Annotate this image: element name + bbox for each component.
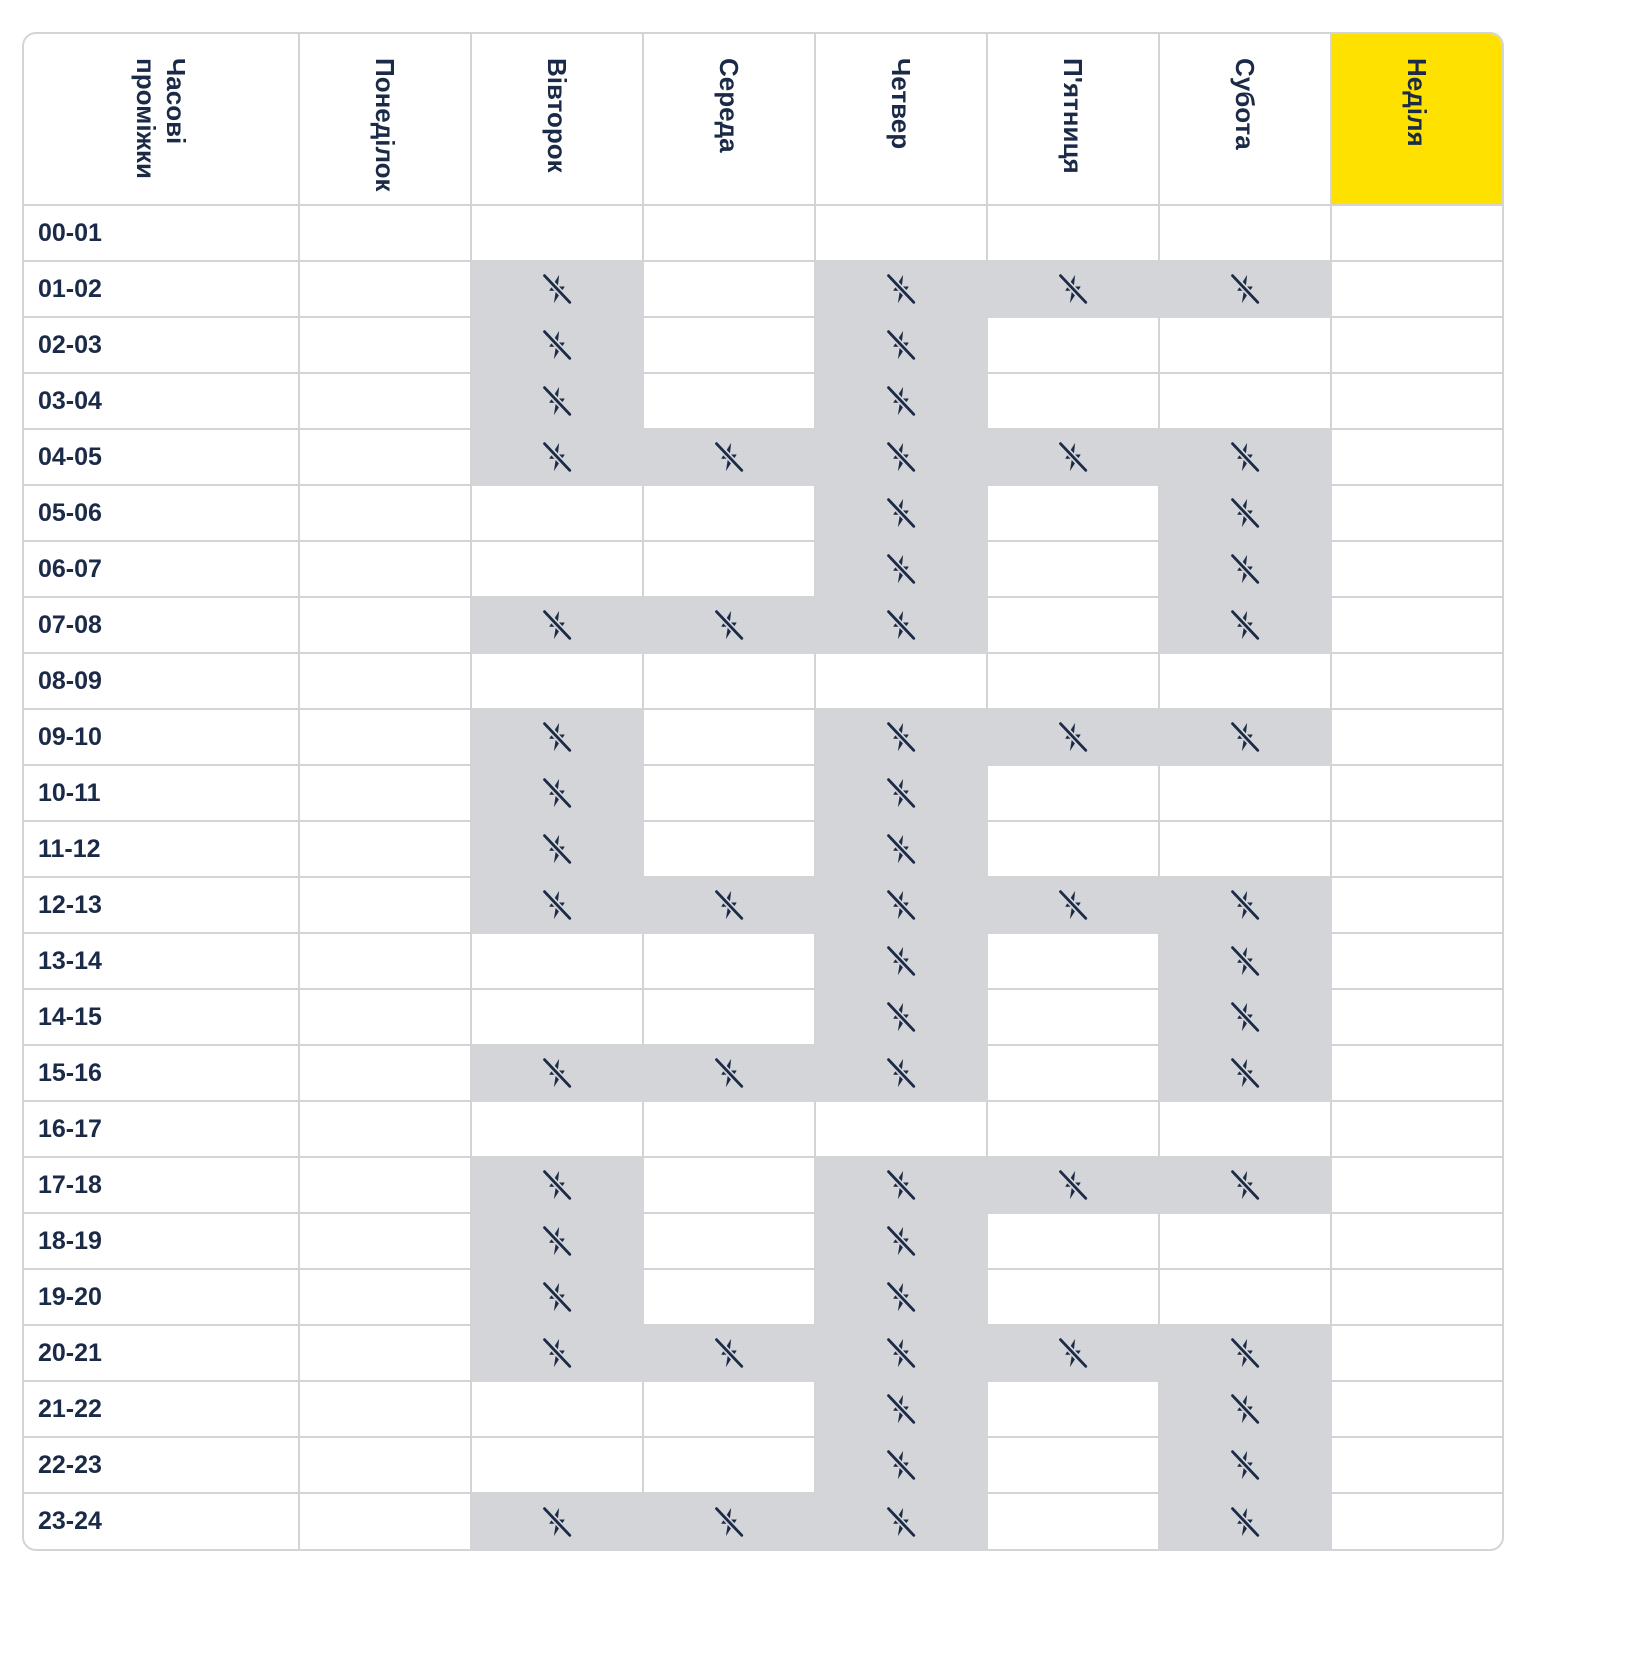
power-off-icon <box>884 552 918 586</box>
power-off-icon <box>884 1000 918 1034</box>
table-row <box>24 1045 1502 1101</box>
outage-cell <box>815 373 987 429</box>
outage-cell <box>471 709 643 765</box>
schedule-cell <box>643 261 815 317</box>
outage-cell <box>815 1493 987 1549</box>
power-off-icon <box>540 272 574 306</box>
outage-schedule-table <box>24 34 1502 1549</box>
schedule-cell <box>1331 1157 1502 1213</box>
schedule-cell <box>299 821 471 877</box>
power-off-icon <box>1228 1168 1262 1202</box>
time-slot-label: 01-02 <box>24 261 299 317</box>
schedule-cell <box>471 933 643 989</box>
schedule-cell <box>1331 261 1502 317</box>
schedule-cell <box>987 1437 1159 1493</box>
power-off-icon <box>1056 1336 1090 1370</box>
schedule-cell <box>987 1381 1159 1437</box>
schedule-cell <box>1159 765 1331 821</box>
time-slot-label: 23-24 <box>24 1493 299 1549</box>
outage-cell <box>987 877 1159 933</box>
outage-cell <box>471 1157 643 1213</box>
table-row <box>24 485 1502 541</box>
outage-cell <box>1159 709 1331 765</box>
schedule-cell <box>471 1381 643 1437</box>
outage-cell <box>1159 541 1331 597</box>
outage-cell <box>471 1493 643 1549</box>
schedule-cell <box>1331 1269 1502 1325</box>
time-slot-label: 18-19 <box>24 1213 299 1269</box>
outage-cell <box>1159 877 1331 933</box>
schedule-cell <box>987 485 1159 541</box>
schedule-cell <box>643 1101 815 1157</box>
schedule-cell <box>987 1493 1159 1549</box>
schedule-cell <box>1331 1493 1502 1549</box>
power-off-icon <box>712 440 746 474</box>
schedule-cell <box>299 429 471 485</box>
table-row <box>24 1493 1502 1549</box>
schedule-cell <box>643 765 815 821</box>
outage-cell <box>987 1325 1159 1381</box>
schedule-cell <box>815 1101 987 1157</box>
schedule-cell <box>299 1269 471 1325</box>
power-off-icon <box>540 1168 574 1202</box>
time-slot-label: 05-06 <box>24 485 299 541</box>
power-off-icon <box>1228 496 1262 530</box>
schedule-cell <box>299 373 471 429</box>
power-off-icon <box>1228 944 1262 978</box>
outage-cell <box>1159 429 1331 485</box>
table-row <box>24 1101 1502 1157</box>
schedule-cell <box>1331 1437 1502 1493</box>
power-off-icon <box>1228 720 1262 754</box>
time-slot-label: 14-15 <box>24 989 299 1045</box>
outage-cell <box>815 989 987 1045</box>
time-slot-label: 10-11 <box>24 765 299 821</box>
schedule-cell <box>471 485 643 541</box>
schedule-cell <box>643 709 815 765</box>
power-off-icon <box>712 608 746 642</box>
table-row <box>24 933 1502 989</box>
time-slot-label: 15-16 <box>24 1045 299 1101</box>
outage-cell <box>471 1269 643 1325</box>
schedule-cell <box>1159 317 1331 373</box>
power-off-icon <box>540 1505 574 1539</box>
schedule-cell <box>987 765 1159 821</box>
time-slot-label: 21-22 <box>24 1381 299 1437</box>
power-off-icon <box>1228 272 1262 306</box>
schedule-cell <box>299 765 471 821</box>
schedule-cell <box>643 317 815 373</box>
schedule-cell <box>1331 765 1502 821</box>
schedule-cell <box>1331 485 1502 541</box>
outage-cell <box>643 1045 815 1101</box>
outage-cell <box>815 261 987 317</box>
time-slot-label: 20-21 <box>24 1325 299 1381</box>
header-day-label: Вівторок <box>542 58 572 173</box>
schedule-cell <box>299 261 471 317</box>
power-off-icon <box>540 1224 574 1258</box>
schedule-cell <box>471 541 643 597</box>
schedule-cell <box>643 821 815 877</box>
power-off-icon <box>1228 1000 1262 1034</box>
table-row <box>24 765 1502 821</box>
schedule-cell <box>987 373 1159 429</box>
table-row <box>24 1437 1502 1493</box>
table-row <box>24 541 1502 597</box>
power-off-icon <box>1228 1336 1262 1370</box>
schedule-cell <box>299 597 471 653</box>
schedule-table-container <box>22 32 1504 1551</box>
outage-cell <box>1159 989 1331 1045</box>
power-off-icon <box>884 1336 918 1370</box>
time-slot-label: 12-13 <box>24 877 299 933</box>
schedule-cell <box>987 597 1159 653</box>
schedule-cell <box>1331 709 1502 765</box>
schedule-cell <box>643 1381 815 1437</box>
power-off-icon <box>884 720 918 754</box>
schedule-cell <box>1331 821 1502 877</box>
power-off-icon <box>1228 1056 1262 1090</box>
schedule-cell <box>299 1437 471 1493</box>
time-slot-label: 02-03 <box>24 317 299 373</box>
schedule-cell <box>987 1269 1159 1325</box>
schedule-cell <box>471 1437 643 1493</box>
schedule-cell <box>299 205 471 261</box>
power-off-icon <box>1056 272 1090 306</box>
outage-cell <box>987 1157 1159 1213</box>
schedule-cell <box>299 1045 471 1101</box>
schedule-cell <box>987 317 1159 373</box>
outage-cell <box>643 1325 815 1381</box>
outage-cell <box>471 429 643 485</box>
time-slot-label: 08-09 <box>24 653 299 709</box>
schedule-cell <box>299 1381 471 1437</box>
outage-cell <box>1159 261 1331 317</box>
schedule-cell <box>299 877 471 933</box>
header-day-friday <box>987 34 1159 205</box>
schedule-cell <box>987 821 1159 877</box>
schedule-cell <box>643 1213 815 1269</box>
schedule-body <box>24 205 1502 1549</box>
table-row <box>24 989 1502 1045</box>
power-off-icon <box>884 272 918 306</box>
power-off-icon <box>884 944 918 978</box>
outage-cell <box>815 877 987 933</box>
time-slot-label: 04-05 <box>24 429 299 485</box>
outage-cell <box>815 429 987 485</box>
outage-cell <box>815 541 987 597</box>
power-off-icon <box>1228 552 1262 586</box>
schedule-cell <box>1331 1045 1502 1101</box>
schedule-cell <box>1159 1269 1331 1325</box>
schedule-cell <box>299 1157 471 1213</box>
time-slot-label: 17-18 <box>24 1157 299 1213</box>
schedule-cell <box>643 933 815 989</box>
schedule-cell <box>299 1213 471 1269</box>
time-slot-label: 00-01 <box>24 205 299 261</box>
power-off-icon <box>1228 888 1262 922</box>
schedule-cell <box>1331 597 1502 653</box>
outage-cell <box>471 373 643 429</box>
header-row <box>24 34 1502 205</box>
time-slot-label: 13-14 <box>24 933 299 989</box>
table-row <box>24 1325 1502 1381</box>
schedule-cell <box>471 653 643 709</box>
power-off-icon <box>712 1056 746 1090</box>
outage-cell <box>471 765 643 821</box>
schedule-cell <box>1331 877 1502 933</box>
table-row <box>24 597 1502 653</box>
outage-cell <box>471 597 643 653</box>
schedule-cell <box>987 541 1159 597</box>
header-day-label: Неділя <box>1402 58 1432 147</box>
outage-cell <box>643 429 815 485</box>
time-slot-label: 09-10 <box>24 709 299 765</box>
schedule-cell <box>299 317 471 373</box>
outage-cell <box>1159 597 1331 653</box>
schedule-cell <box>1159 821 1331 877</box>
power-off-icon <box>884 888 918 922</box>
schedule-cell <box>1331 373 1502 429</box>
schedule-cell <box>1159 1101 1331 1157</box>
schedule-cell <box>987 653 1159 709</box>
schedule-cell <box>643 1157 815 1213</box>
outage-cell <box>815 317 987 373</box>
schedule-cell <box>643 205 815 261</box>
power-off-icon <box>884 776 918 810</box>
power-off-icon <box>540 1280 574 1314</box>
table-row <box>24 1157 1502 1213</box>
outage-cell <box>815 597 987 653</box>
outage-cell <box>815 1325 987 1381</box>
power-off-icon <box>540 328 574 362</box>
schedule-cell <box>299 485 471 541</box>
power-off-icon <box>1056 1168 1090 1202</box>
schedule-cell <box>1331 1325 1502 1381</box>
schedule-cell <box>471 205 643 261</box>
table-row <box>24 877 1502 933</box>
outage-cell <box>987 261 1159 317</box>
schedule-cell <box>1331 653 1502 709</box>
schedule-cell <box>987 1213 1159 1269</box>
schedule-cell <box>299 933 471 989</box>
power-off-icon <box>712 1336 746 1370</box>
schedule-cell <box>987 205 1159 261</box>
schedule-cell <box>299 653 471 709</box>
power-off-icon <box>540 608 574 642</box>
power-off-icon <box>540 384 574 418</box>
header-day-label: Четвер <box>886 58 916 150</box>
power-off-icon <box>1228 1392 1262 1426</box>
power-off-icon <box>540 832 574 866</box>
table-row <box>24 1269 1502 1325</box>
power-off-icon <box>884 496 918 530</box>
power-off-icon <box>884 832 918 866</box>
outage-cell <box>987 709 1159 765</box>
time-slot-label: 06-07 <box>24 541 299 597</box>
power-off-icon <box>712 1505 746 1539</box>
outage-cell <box>815 1045 987 1101</box>
power-off-icon <box>540 1336 574 1370</box>
schedule-cell <box>987 933 1159 989</box>
schedule-cell <box>643 541 815 597</box>
schedule-cell <box>299 709 471 765</box>
table-row <box>24 429 1502 485</box>
schedule-cell <box>987 1045 1159 1101</box>
power-off-icon <box>1056 440 1090 474</box>
power-off-icon <box>884 1056 918 1090</box>
outage-cell <box>815 1269 987 1325</box>
outage-cell <box>815 821 987 877</box>
schedule-cell <box>643 485 815 541</box>
table-row <box>24 1213 1502 1269</box>
header-day-label: П'ятниця <box>1058 58 1088 174</box>
schedule-cell <box>1331 429 1502 485</box>
table-row <box>24 373 1502 429</box>
header-time-slots-label: Часові проміжки <box>131 58 191 180</box>
outage-cell <box>643 877 815 933</box>
schedule-cell <box>987 1101 1159 1157</box>
power-off-icon <box>884 1224 918 1258</box>
time-slot-label: 16-17 <box>24 1101 299 1157</box>
outage-cell <box>815 765 987 821</box>
outage-cell <box>815 485 987 541</box>
power-off-icon <box>540 440 574 474</box>
outage-cell <box>471 261 643 317</box>
table-row <box>24 261 1502 317</box>
table-row <box>24 709 1502 765</box>
outage-cell <box>471 821 643 877</box>
power-off-icon <box>1056 720 1090 754</box>
power-off-icon <box>884 608 918 642</box>
outage-cell <box>987 429 1159 485</box>
outage-cell <box>815 1381 987 1437</box>
outage-cell <box>1159 1493 1331 1549</box>
power-off-icon <box>884 440 918 474</box>
outage-cell <box>815 1437 987 1493</box>
power-off-icon <box>884 1280 918 1314</box>
table-row <box>24 205 1502 261</box>
power-off-icon <box>540 776 574 810</box>
schedule-cell <box>643 1437 815 1493</box>
schedule-cell <box>1331 1381 1502 1437</box>
power-off-icon <box>884 1505 918 1539</box>
header-day-tuesday <box>471 34 643 205</box>
outage-cell <box>815 933 987 989</box>
outage-cell <box>643 597 815 653</box>
header-time-slots <box>24 34 299 205</box>
header-day-monday <box>299 34 471 205</box>
outage-cell <box>1159 1381 1331 1437</box>
header-day-label: Середа <box>714 58 744 153</box>
outage-cell <box>471 877 643 933</box>
power-off-icon <box>540 1056 574 1090</box>
schedule-cell <box>643 373 815 429</box>
power-off-icon <box>540 888 574 922</box>
outage-cell <box>1159 1045 1331 1101</box>
schedule-cell <box>1159 205 1331 261</box>
schedule-cell <box>987 989 1159 1045</box>
schedule-cell <box>1331 1213 1502 1269</box>
schedule-cell <box>471 1101 643 1157</box>
time-slot-label: 22-23 <box>24 1437 299 1493</box>
schedule-cell <box>1331 205 1502 261</box>
schedule-cell <box>299 1325 471 1381</box>
time-slot-label: 03-04 <box>24 373 299 429</box>
schedule-cell <box>299 1493 471 1549</box>
schedule-cell <box>815 653 987 709</box>
schedule-cell <box>643 653 815 709</box>
outage-cell <box>1159 1157 1331 1213</box>
outage-cell <box>1159 485 1331 541</box>
schedule-cell <box>1331 933 1502 989</box>
schedule-cell <box>1331 317 1502 373</box>
schedule-cell <box>815 205 987 261</box>
power-off-icon <box>884 384 918 418</box>
power-off-icon <box>712 888 746 922</box>
schedule-cell <box>299 989 471 1045</box>
power-off-icon <box>884 1448 918 1482</box>
schedule-cell <box>1159 1213 1331 1269</box>
outage-cell <box>1159 1325 1331 1381</box>
power-off-icon <box>884 1392 918 1426</box>
power-off-icon <box>1228 1448 1262 1482</box>
schedule-cell <box>643 989 815 1045</box>
time-slot-label: 07-08 <box>24 597 299 653</box>
schedule-cell <box>1331 989 1502 1045</box>
power-off-icon <box>1056 888 1090 922</box>
table-row <box>24 653 1502 709</box>
schedule-cell <box>1331 1101 1502 1157</box>
time-slot-label: 11-12 <box>24 821 299 877</box>
schedule-cell <box>299 1101 471 1157</box>
outage-cell <box>471 1213 643 1269</box>
table-row <box>24 317 1502 373</box>
header-day-thursday <box>815 34 987 205</box>
outage-cell <box>643 1493 815 1549</box>
outage-cell <box>1159 1437 1331 1493</box>
outage-cell <box>815 709 987 765</box>
outage-cell <box>815 1213 987 1269</box>
table-row <box>24 1381 1502 1437</box>
header-day-wednesday <box>643 34 815 205</box>
outage-cell <box>471 1325 643 1381</box>
power-off-icon <box>1228 440 1262 474</box>
header-day-sunday <box>1331 34 1502 205</box>
header-day-label: Субота <box>1230 58 1260 150</box>
schedule-cell <box>1159 373 1331 429</box>
outage-cell <box>1159 933 1331 989</box>
outage-cell <box>471 1045 643 1101</box>
schedule-cell <box>1331 541 1502 597</box>
power-off-icon <box>884 328 918 362</box>
header-day-saturday <box>1159 34 1331 205</box>
table-row <box>24 821 1502 877</box>
power-off-icon <box>540 720 574 754</box>
outage-cell <box>815 1157 987 1213</box>
time-slot-label: 19-20 <box>24 1269 299 1325</box>
header-day-label: Понеділок <box>370 58 400 192</box>
power-off-icon <box>1228 608 1262 642</box>
power-off-icon <box>1228 1505 1262 1539</box>
power-off-icon <box>884 1168 918 1202</box>
schedule-cell <box>643 1269 815 1325</box>
schedule-cell <box>1159 653 1331 709</box>
schedule-cell <box>299 541 471 597</box>
outage-cell <box>471 317 643 373</box>
schedule-cell <box>471 989 643 1045</box>
